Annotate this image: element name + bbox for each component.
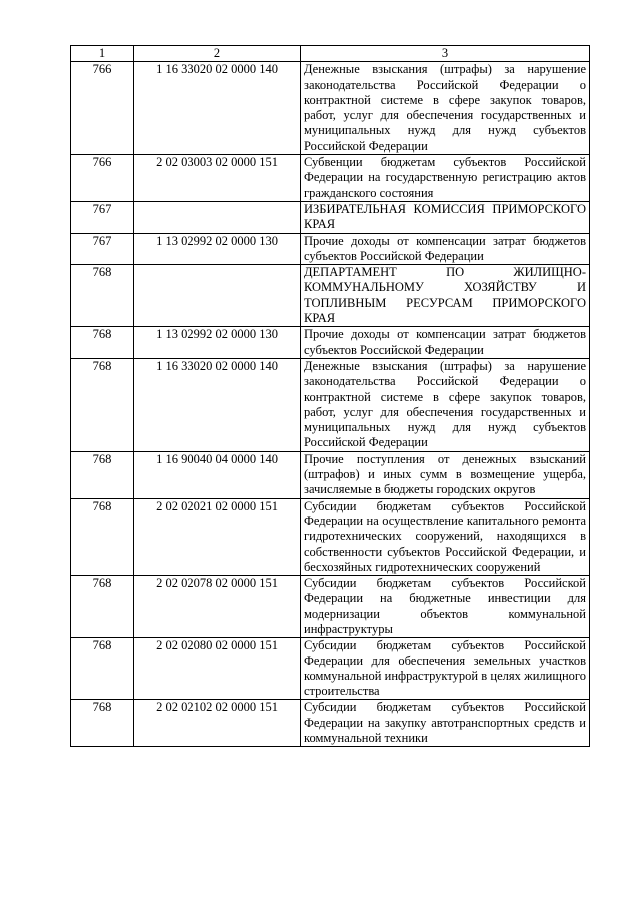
table-row bbox=[71, 327, 590, 359]
description-cell: Субсидии бюджетам субъектов Российской Федерации на закупку автотранспортных средств и коммунальной техники bbox=[301, 700, 590, 747]
budget-code-cell: 2 02 03003 02 0000 151 bbox=[134, 155, 301, 202]
budget-code-cell: 2 02 02021 02 0000 151 bbox=[134, 498, 301, 575]
admin-code-cell: 768 bbox=[71, 327, 134, 359]
admin-code-cell: 766 bbox=[71, 62, 134, 155]
description-cell: Денежные взыскания (штрафы) за нарушение законодательства Российской Федерации о контрактной системе в сфере закупок товаров, работ, услуг для обеспечения государственных и муниципальных нужд для нужд субъектов Российской Федерации bbox=[301, 62, 590, 155]
description-cell: Субсидии бюджетам субъектов Российской Федерации для обеспечения земельных участков коммунальной инфраструктурой в целях жилищного строительства bbox=[301, 638, 590, 700]
budget-code-cell: 2 02 02102 02 0000 151 bbox=[134, 700, 301, 747]
header-col-2: 2 bbox=[134, 46, 301, 62]
table-row bbox=[71, 201, 590, 233]
table-row bbox=[71, 155, 590, 202]
table-row bbox=[71, 700, 590, 747]
admin-code-cell: 768 bbox=[71, 700, 134, 747]
admin-code-cell: 768 bbox=[71, 358, 134, 451]
table-row bbox=[71, 451, 590, 498]
budget-code-cell: 1 16 90040 04 0000 140 bbox=[134, 451, 301, 498]
admin-code-cell: 768 bbox=[71, 265, 134, 327]
table-row bbox=[71, 265, 590, 327]
admin-code-cell: 767 bbox=[71, 201, 134, 233]
budget-code-cell: 1 13 02992 02 0000 130 bbox=[134, 327, 301, 359]
table-row bbox=[71, 498, 590, 575]
table-row bbox=[71, 62, 590, 155]
description-cell: ДЕПАРТАМЕНТ ПО ЖИЛИЩНО-КОММУНАЛЬНОМУ ХОЗЯЙСТВУ И ТОПЛИВНЫМ РЕСУРСАМ ПРИМОРСКОГО КРАЯ bbox=[301, 265, 590, 327]
description-cell: Денежные взыскания (штрафы) за нарушение законодательства Российской Федерации о контрактной системе в сфере закупок товаров, работ, услуг для обеспечения государственных и муниципальных нужд для нужд субъектов Российской Федерации bbox=[301, 358, 590, 451]
budget-code-cell bbox=[134, 265, 301, 327]
description-cell: Прочие поступления от денежных взысканий (штрафов) и иных сумм в возмещение ущерба, зачисляемые в бюджеты городских округов bbox=[301, 451, 590, 498]
budget-code-cell: 1 16 33020 02 0000 140 bbox=[134, 358, 301, 451]
description-cell: Прочие доходы от компенсации затрат бюджетов субъектов Российской Федерации bbox=[301, 233, 590, 265]
admin-code-cell: 767 bbox=[71, 233, 134, 265]
description-cell: Субсидии бюджетам субъектов Российской Федерации на осуществление капитального ремонта гидротехнических сооружений, находящихся в собственности субъектов Российской Федерации, и бесхозяйных гидротехнических сооружений bbox=[301, 498, 590, 575]
admin-code-cell: 768 bbox=[71, 638, 134, 700]
budget-code-cell bbox=[134, 201, 301, 233]
table-row bbox=[71, 233, 590, 265]
description-cell: ИЗБИРАТЕЛЬНАЯ КОМИССИЯ ПРИМОРСКОГО КРАЯ bbox=[301, 201, 590, 233]
header-col-1: 1 bbox=[71, 46, 134, 62]
table-row bbox=[71, 638, 590, 700]
admin-code-cell: 768 bbox=[71, 451, 134, 498]
table-row bbox=[71, 576, 590, 638]
admin-code-cell: 768 bbox=[71, 576, 134, 638]
budget-code-cell: 1 13 02992 02 0000 130 bbox=[134, 233, 301, 265]
description-cell: Прочие доходы от компенсации затрат бюджетов субъектов Российской Федерации bbox=[301, 327, 590, 359]
description-cell: Субсидии бюджетам субъектов Российской Федерации на бюджетные инвестиции для модернизации объектов коммунальной инфраструктуры bbox=[301, 576, 590, 638]
table-row bbox=[71, 358, 590, 451]
admin-code-cell: 766 bbox=[71, 155, 134, 202]
budget-classification-table bbox=[70, 45, 590, 747]
header-col-3: 3 bbox=[301, 46, 590, 62]
budget-code-cell: 2 02 02078 02 0000 151 bbox=[134, 576, 301, 638]
table-header-row bbox=[71, 46, 590, 62]
description-cell: Субвенции бюджетам субъектов Российской Федерации на государственную регистрацию актов гражданского состояния bbox=[301, 155, 590, 202]
admin-code-cell: 768 bbox=[71, 498, 134, 575]
budget-code-cell: 1 16 33020 02 0000 140 bbox=[134, 62, 301, 155]
budget-code-cell: 2 02 02080 02 0000 151 bbox=[134, 638, 301, 700]
